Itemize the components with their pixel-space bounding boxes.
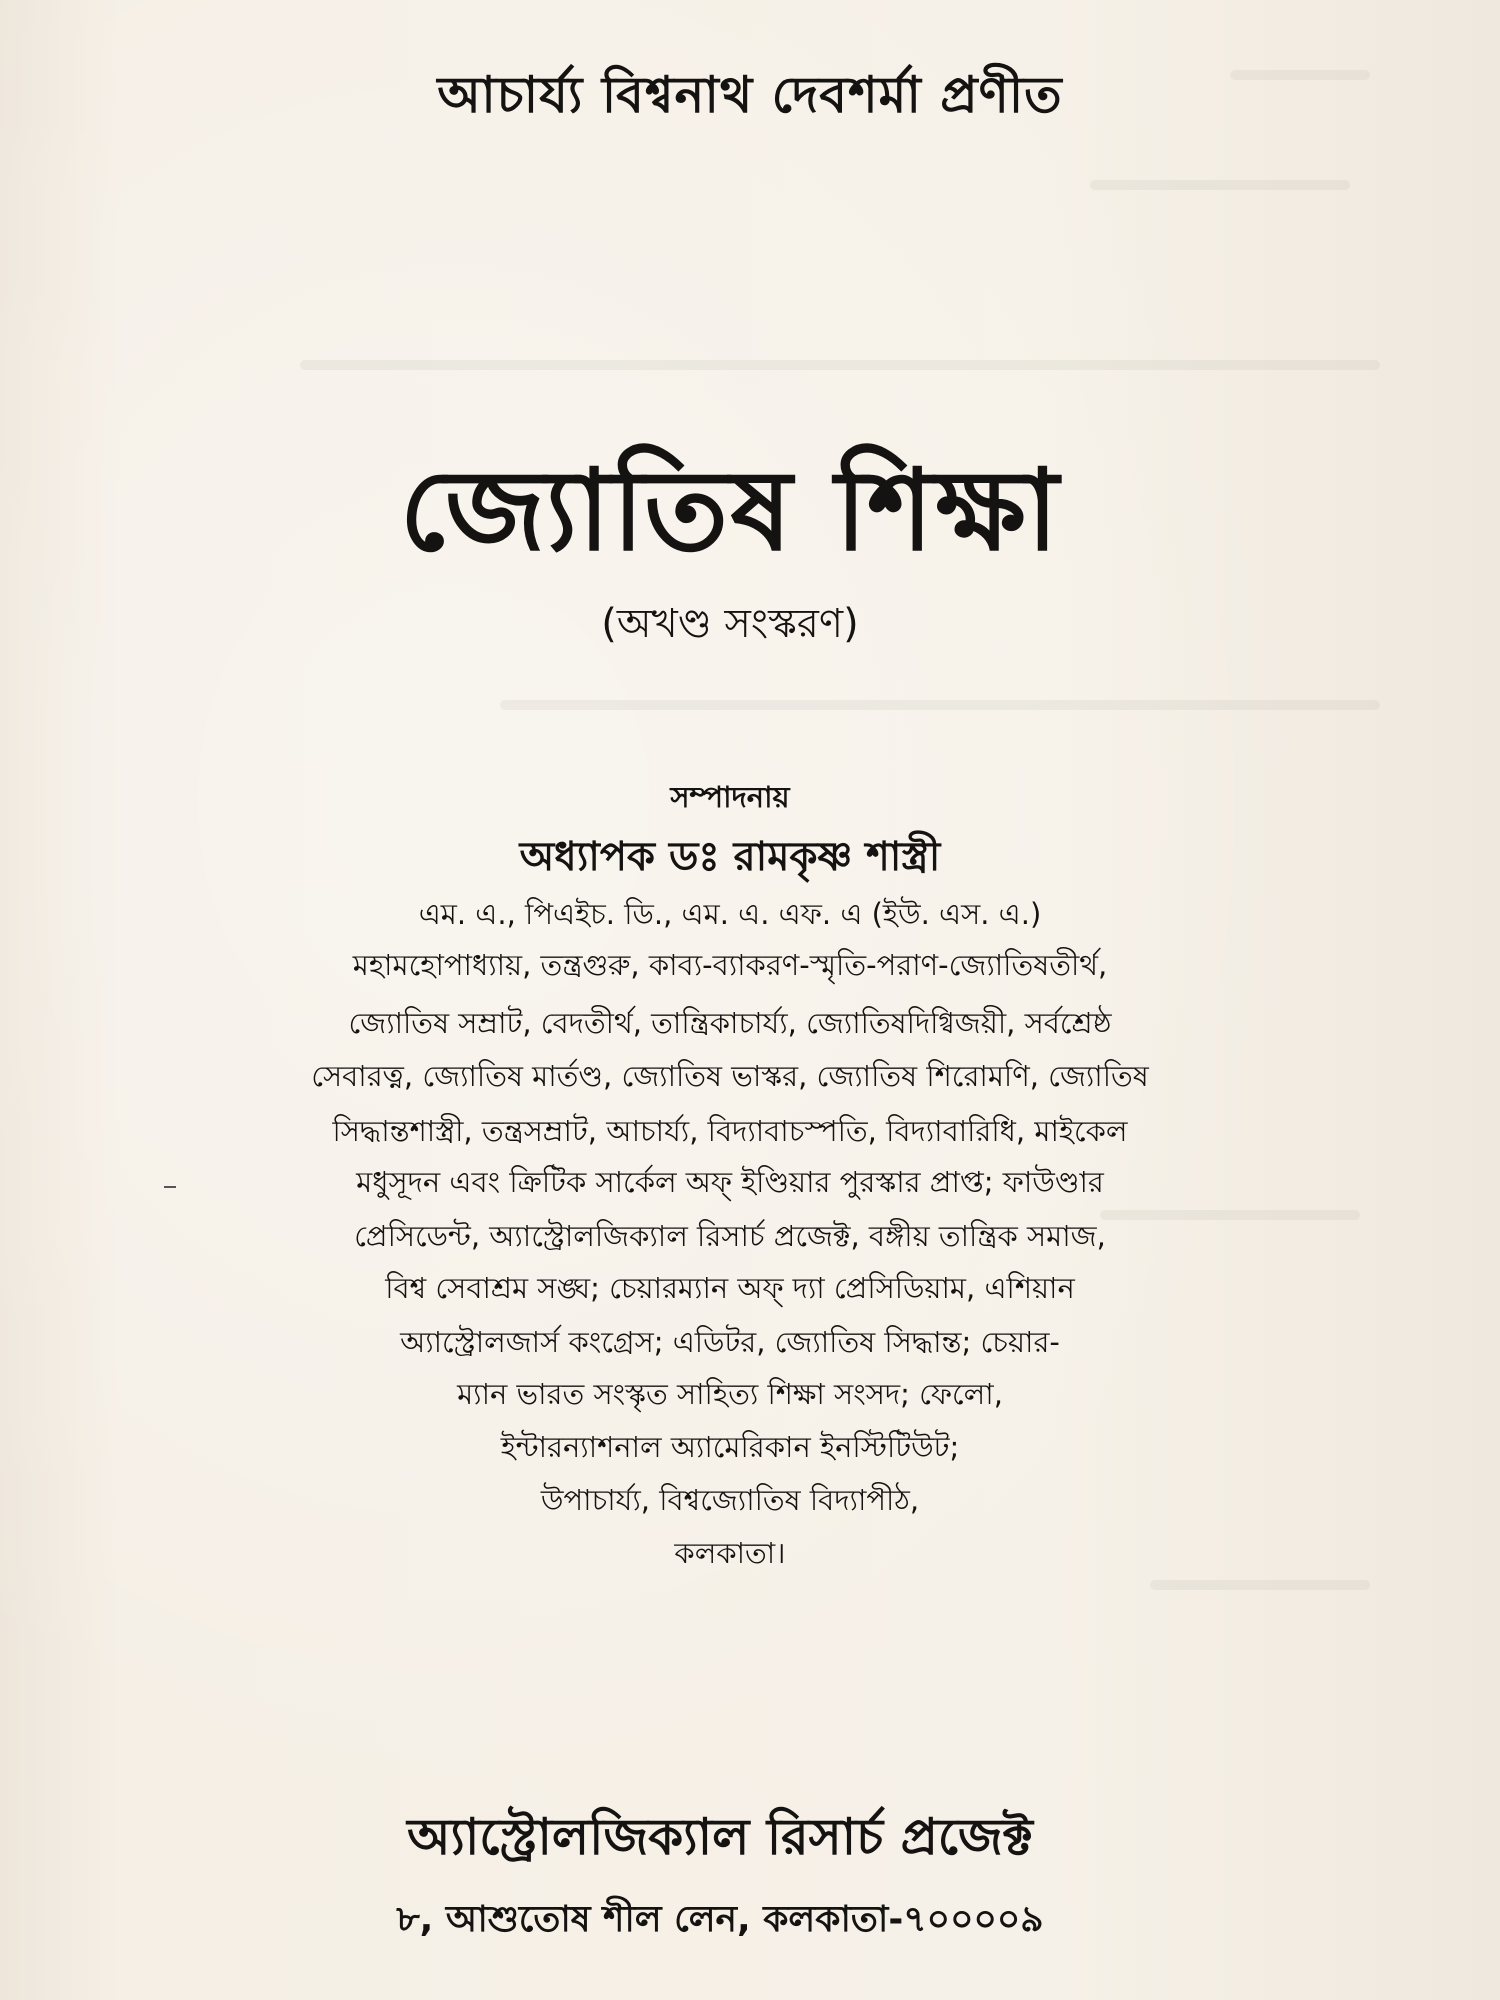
credential-line: জ্যোতিষ সম্রাট, বেদতীর্থ, তান্ত্রিকাচার্য্য, জ্যোতিষদিগ্বিজয়ী, সর্বশ্রেষ্ঠ <box>348 1006 1112 1040</box>
bleed-through-mark <box>1150 1580 1370 1590</box>
editor-name: অধ্যাপক ডঃ রামকৃষ্ণ শাস্ত্রী <box>519 834 941 880</box>
credential-line: কলকাতা। <box>674 1536 786 1570</box>
book-title: জ্যোতিষ শিক্ষা <box>399 446 1061 576</box>
credential-line: সেবারত্ন, জ্যোতিষ মার্তণ্ড, জ্যোতিষ ভাস্কর, জ্যোতিষ শিরোমণি, জ্যোতিষ <box>311 1059 1149 1093</box>
credential-line: সিদ্ধান্তশাস্ত্রী, তন্ত্রসম্রাট, আচার্য্য, বিদ্যাবাচস্পতি, বিদ্যাবারিধি, মাইকেল <box>332 1114 1128 1148</box>
credential-line: অ্যাস্ট্রোলজার্স কংগ্রেস; এডিটর, জ্যোতিষ সিদ্ধান্ত; চেয়ার- <box>400 1325 1060 1359</box>
publisher-address: ৮, আশুতোষ শীল লেন, কলকাতা-৭০০০০৯ <box>396 1899 1044 1940</box>
credential-line: এম. এ., পিএইচ. ডি., এম. এ. এফ. এ (ইউ. এস. এ.) <box>418 897 1042 931</box>
credential-line: ম্যান ভারত সংস্কৃত সাহিত্য শিক্ষা সংসদ; ফেলো, <box>457 1377 1003 1411</box>
bleed-through-mark <box>1100 1210 1360 1220</box>
editor-label: সম্পাদনায় <box>670 780 790 814</box>
edition-label: (অখণ্ড সংস্করণ) <box>601 601 859 647</box>
credential-line: ইন্টারন্যাশনাল অ্যামেরিকান ইনস্টিটিউট; <box>500 1430 960 1464</box>
credential-line: প্রেসিডেন্ট, অ্যাস্ট্রোলজিক্যাল রিসার্চ প্রজেক্ট, বঙ্গীয় তান্ত্রিক সমাজ, <box>354 1219 1106 1253</box>
bleed-through-mark <box>300 360 1380 370</box>
credential-line: মধুসূদন এবং ক্রিটিক সার্কেল অফ্ ইণ্ডিয়ার পুরস্কার প্রাপ্ত; ফাউণ্ডার <box>356 1165 1104 1199</box>
credential-line: উপাচার্য্য, বিশ্বজ্যোতিষ বিদ্যাপীঠ, <box>540 1483 920 1517</box>
author-line: আচার্য্য বিশ্বনাথ দেবশর্মা প্রণীত <box>437 66 1063 124</box>
bleed-through-mark <box>1090 180 1350 190</box>
bleed-through-mark <box>500 700 1380 710</box>
credential-line: মহামহোপাধ্যায়, তন্ত্রগুরু, কাব্য-ব্যাকরণ-স্মৃতি-পরাণ-জ্যোতিষতীর্থ, <box>352 948 1108 982</box>
credential-line: বিশ্ব সেবাশ্রম সঙ্ঘ; চেয়ারম্যান অফ্ দ্যা প্রেসিডিয়াম, এশিয়ান <box>385 1271 1075 1305</box>
publisher-name: অ্যাস্ট্রোলজিক্যাল রিসার্চ প্রজেক্ট <box>407 1808 1033 1866</box>
